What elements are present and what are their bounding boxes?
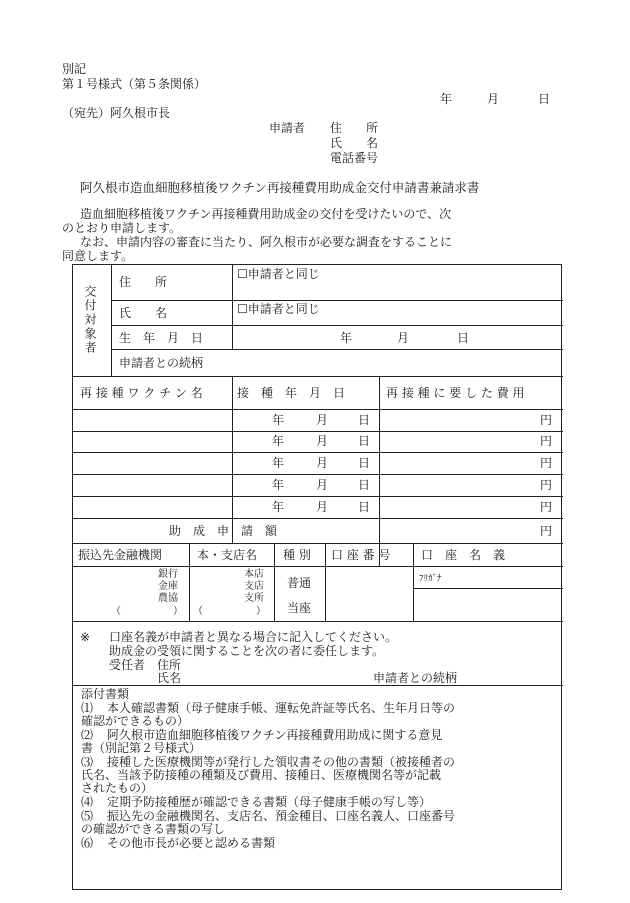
vaccination-date-header: 接 種 年 月 日 bbox=[237, 386, 346, 400]
rule bbox=[73, 685, 563, 686]
attachment-line: 阿久根市造血細胞移植後ワクチン再接種費用助成に関する意見 bbox=[107, 728, 443, 742]
inst-bank: 銀行 bbox=[158, 569, 178, 580]
rule bbox=[73, 566, 563, 567]
attachment-item-1 bbox=[81, 701, 455, 715]
addressee: （宛先）阿久根市長 bbox=[62, 106, 171, 120]
note-mark: ※ bbox=[80, 630, 91, 644]
attachment-number: ⑶ bbox=[81, 755, 94, 769]
row-yen: 円 bbox=[540, 413, 553, 427]
annex-label: 別記 bbox=[62, 62, 87, 76]
rule bbox=[232, 265, 233, 349]
rule bbox=[274, 543, 275, 621]
row-day: 日 bbox=[358, 413, 371, 427]
row-day: 日 bbox=[358, 500, 371, 514]
row-month: 月 bbox=[316, 500, 329, 514]
birth-month: 月 bbox=[397, 331, 410, 345]
furigana-label: ﾌﾘｶﾞﾅ bbox=[419, 574, 442, 584]
date-day: 日 bbox=[538, 92, 551, 106]
account-type-current: 当座 bbox=[287, 601, 312, 615]
date-year: 年 bbox=[440, 92, 453, 106]
applicant-name-label: 氏 名 bbox=[330, 136, 379, 150]
attachment-number: ⑸ bbox=[81, 809, 94, 823]
attachment-number: ⑷ bbox=[81, 795, 94, 809]
delegation-note-2: 助成金の受領に関することを次の者に委任します。 bbox=[109, 644, 385, 658]
attachment-item-5-cont: の確認ができる書類の写し bbox=[81, 822, 226, 836]
attachment-line: 接種した医療機関等が発行した領収書その他の書類（被接種者の bbox=[107, 755, 456, 769]
rule bbox=[413, 588, 563, 589]
attachment-line: その他市長が必要と認める書類 bbox=[107, 836, 276, 850]
vaccine-name-header: 再 接 種 ワ ク チ ン 名 bbox=[80, 386, 203, 400]
attachment-item-3-cont2: されたもの） bbox=[81, 781, 154, 795]
paren-open: （ bbox=[193, 606, 203, 617]
paren-close: ） bbox=[256, 606, 266, 617]
applicant-label: 申請者 bbox=[269, 121, 306, 135]
row-yen: 円 bbox=[540, 478, 553, 492]
attachment-item-3 bbox=[81, 755, 455, 769]
row-yen: 円 bbox=[540, 500, 553, 514]
attachment-line: 本人確認書類（母子健康手帳、運転免許証等氏名、生年月日等の bbox=[107, 701, 456, 715]
attachment-line: 定期予防接種歴が確認できる書類（母子健康手帳の写し等） bbox=[107, 795, 432, 809]
bank-institution-header: 振込先金融機関 bbox=[78, 548, 163, 562]
rule bbox=[325, 543, 326, 621]
row-day: 日 bbox=[358, 478, 371, 492]
row-day: 日 bbox=[358, 434, 371, 448]
rule bbox=[73, 409, 563, 410]
recipient-name-same-checkbox[interactable]: ☐申請者と同じ bbox=[237, 302, 320, 316]
account-type-header: 種 別 bbox=[283, 548, 311, 562]
application-form-table bbox=[72, 264, 562, 890]
proxy-address-label: 住所 bbox=[157, 658, 182, 672]
row-month: 月 bbox=[316, 456, 329, 470]
attachment-item-4 bbox=[81, 795, 431, 809]
rule bbox=[73, 496, 563, 497]
row-year: 年 bbox=[272, 500, 285, 514]
attachment-item-1-cont: 確認ができるもの） bbox=[81, 714, 190, 728]
delegation-note-1: 口座名義が申請者と異なる場合に記入してください。 bbox=[109, 630, 398, 644]
rule bbox=[73, 621, 563, 622]
attachment-item-3-cont: 氏名、当該予防接種の種類及び費用、接種日、医療機関名等が記載 bbox=[81, 768, 442, 782]
proxy-relation-label: 申請者との続柄 bbox=[373, 671, 458, 685]
rule bbox=[73, 543, 563, 544]
row-yen: 円 bbox=[540, 434, 553, 448]
birth-day: 日 bbox=[457, 331, 470, 345]
row-yen: 円 bbox=[540, 456, 553, 470]
recipient-address-label bbox=[119, 275, 225, 289]
rule bbox=[111, 265, 112, 376]
vaccination-cost-header: 再 接 種 に 要 し た 費 用 bbox=[386, 386, 525, 400]
rule bbox=[111, 325, 563, 326]
branch-branch: 支店 bbox=[244, 581, 264, 592]
recipient-birth-label: 生 年 月 日 bbox=[119, 331, 204, 345]
proxy-name-label: 氏名 bbox=[157, 671, 182, 685]
applicant-address-label: 住 所 bbox=[330, 121, 379, 135]
intro-line-3: なお、申請内容の審査に当たり、阿久根市が必要な調査をすることに bbox=[80, 235, 453, 249]
recipient-name-label: 氏 名 bbox=[119, 306, 168, 320]
proxy-label: 受任者 bbox=[109, 658, 146, 672]
intro-line-1: 造血細胞移植後ワクチン再接種費用助成金の交付を受けたいので、次 bbox=[80, 207, 452, 221]
date-month: 月 bbox=[487, 92, 500, 106]
inst-shinkin: 金庫 bbox=[158, 581, 178, 592]
row-year: 年 bbox=[272, 456, 285, 470]
recipient-relation-label: 申請者との続柄 bbox=[119, 356, 204, 370]
attachment-item-5 bbox=[81, 809, 455, 823]
attachment-item-2 bbox=[81, 728, 442, 742]
attachment-item-6 bbox=[81, 836, 275, 850]
rule bbox=[73, 431, 563, 432]
branch-main: 本店 bbox=[244, 569, 264, 580]
bank-branch-header: 本・支店名 bbox=[197, 548, 258, 562]
row-month: 月 bbox=[316, 434, 329, 448]
document-title: 阿久根市造血細胞移植後ワクチン再接種費用助成金交付申請書兼請求書 bbox=[80, 180, 480, 195]
attachment-number: ⑴ bbox=[81, 701, 94, 715]
rule bbox=[232, 376, 233, 543]
subsidy-total-label: 助 成 申 請 額 bbox=[169, 524, 278, 538]
row-year: 年 bbox=[272, 478, 285, 492]
row-month: 月 bbox=[316, 413, 329, 427]
recipient-address-same-checkbox[interactable]: ☐申請者と同じ bbox=[237, 267, 320, 281]
intro-line-2: のとおり申請します。 bbox=[62, 221, 182, 235]
account-type-regular: 普通 bbox=[287, 576, 312, 590]
attachment-line: 振込先の金融機関名、支店名、預金種目、口座名義人、口座番号 bbox=[107, 809, 456, 823]
rule bbox=[111, 300, 563, 301]
birth-year: 年 bbox=[340, 331, 353, 345]
row-year: 年 bbox=[272, 413, 285, 427]
label-text: 住 所 bbox=[119, 275, 168, 289]
paren-close: ） bbox=[173, 606, 183, 617]
rule bbox=[189, 543, 190, 621]
row-day: 日 bbox=[358, 456, 371, 470]
subsidy-total-yen: 円 bbox=[540, 524, 553, 538]
rule bbox=[379, 376, 380, 566]
intro-line-4: 同意します。 bbox=[62, 249, 134, 263]
row-year: 年 bbox=[272, 434, 285, 448]
paren-open: （ bbox=[111, 606, 121, 617]
branch-office: 支所 bbox=[244, 593, 264, 604]
rule bbox=[73, 376, 563, 377]
rule bbox=[413, 543, 414, 621]
rule bbox=[73, 474, 563, 475]
attachments-heading: 添付書類 bbox=[81, 687, 130, 701]
rule bbox=[73, 452, 563, 453]
rule bbox=[73, 518, 563, 519]
account-holder-header: 口 座 名 義 bbox=[421, 548, 506, 562]
attachment-number: ⑹ bbox=[81, 836, 94, 850]
form-number: 第１号様式（第５条関係） bbox=[62, 77, 207, 91]
account-number-header: 口 座 番 号 bbox=[331, 548, 391, 562]
attachment-number: ⑵ bbox=[81, 728, 94, 742]
attachment-item-2-cont: 書（別記第２号様式） bbox=[81, 741, 202, 755]
row-month: 月 bbox=[316, 478, 329, 492]
applicant-phone-label: 電話番号 bbox=[330, 151, 379, 165]
inst-nokyo: 農協 bbox=[158, 593, 178, 604]
rule bbox=[111, 349, 563, 350]
recipient-side-label: 交付対象者 bbox=[83, 285, 97, 355]
